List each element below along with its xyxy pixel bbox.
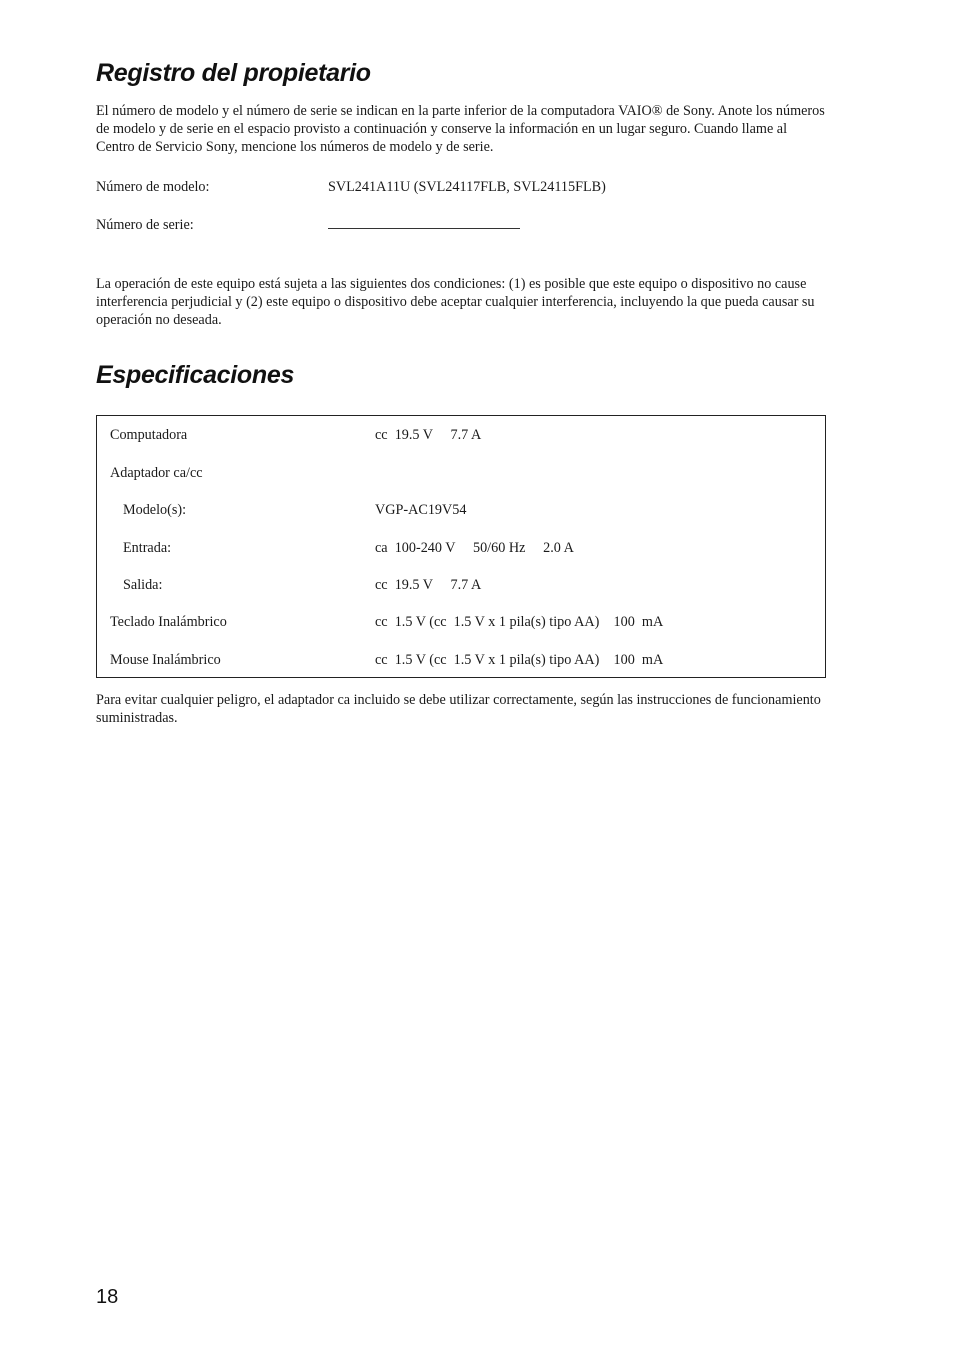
spec-label: Mouse Inalámbrico	[110, 652, 221, 668]
spec-value: ca 100-240 V 50/60 Hz 2.0 A	[375, 540, 574, 556]
model-number-label: Número de modelo:	[96, 179, 210, 195]
spec-label: Salida:	[123, 577, 163, 593]
spec-label: Computadora	[110, 427, 188, 443]
section-title-registro: Registro del propietario	[96, 59, 371, 87]
serial-number-row	[96, 215, 826, 234]
page-number: 18	[96, 1286, 119, 1308]
spec-label: Teclado Inalámbrico	[110, 614, 227, 630]
section-title-especificaciones: Especificaciones	[96, 361, 295, 389]
spec-value: cc 1.5 V (cc 1.5 V x 1 pila(s) tipo AA) 100 mA	[375, 614, 664, 630]
specifications-table	[96, 415, 826, 678]
conditions-paragraph: La operación de este equipo está sujeta a las siguientes dos condiciones: (1) es posible que este equipo o dispositivo no cause interferencia perjudicial y (2) este equipo o dispositivo debe aceptar cualquier interferencia, incluyendo la que pueda causar su operación no deseada.	[96, 276, 815, 328]
registro-intro-paragraph: El número de modelo y el número de serie se indican en la parte inferior de la computadora VAIO® de Sony. Anote los números de modelo y de serie en el espacio provisto a continuación y conserve la información en un lugar seguro. Cuando llame al Centro de Servicio Sony, mencione los números de modelo y de serie.	[96, 103, 825, 155]
model-number-value: SVL241A11U (SVL24117FLB, SVL24115FLB)	[328, 179, 606, 195]
serial-number-label: Número de serie:	[96, 217, 194, 233]
safety-footnote: Para evitar cualquier peligro, el adaptador ca incluido se debe utilizar correctamente, según las instrucciones de funcionamiento suministradas.	[96, 692, 821, 726]
spec-label: Modelo(s):	[123, 502, 187, 518]
model-number-row	[96, 178, 826, 196]
spec-value: cc 1.5 V (cc 1.5 V x 1 pila(s) tipo AA) 100 mA	[375, 652, 664, 668]
spec-label: Entrada:	[123, 540, 172, 556]
spec-label: Adaptador ca/cc	[110, 465, 203, 481]
serial-number-blank-line	[328, 215, 520, 229]
spec-value: cc 19.5 V 7.7 A	[375, 577, 482, 593]
spec-value: VGP-AC19V54	[375, 502, 467, 518]
spec-value: cc 19.5 V 7.7 A	[375, 427, 482, 443]
